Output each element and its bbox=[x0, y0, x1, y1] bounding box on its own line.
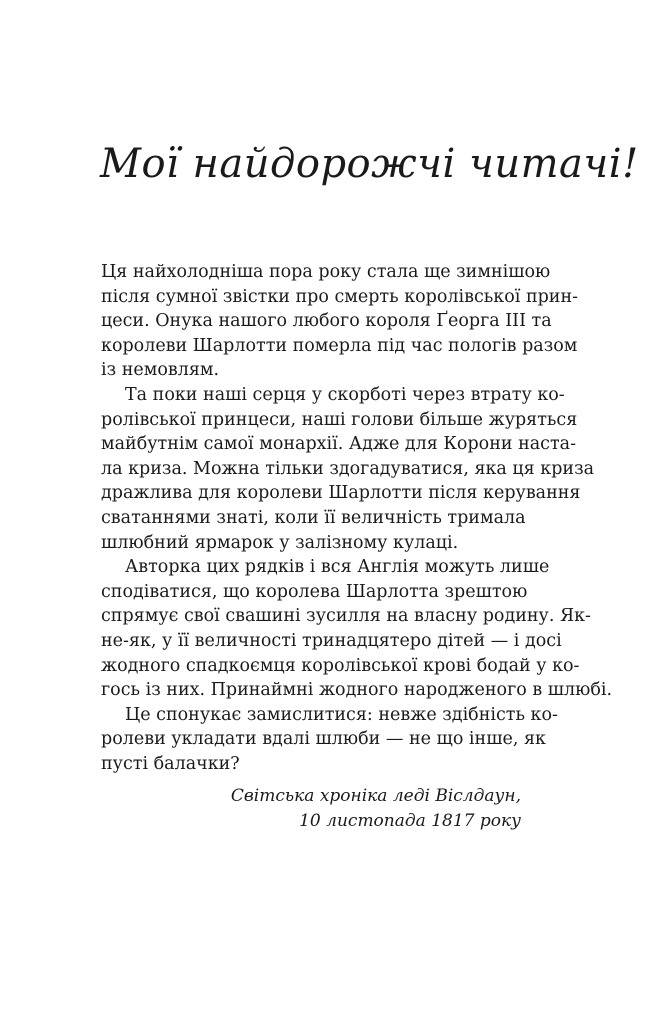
signature-date: 10 листопада 1817 року bbox=[299, 811, 521, 831]
signature bbox=[101, 784, 521, 834]
page-heading: Мої найдорожчі читачі! bbox=[100, 141, 639, 187]
text-line: Авторка цих рядків і вся Англія можуть лише bbox=[125, 557, 550, 578]
text-line: Ця найхолодніша пора року стала ще зимнішою bbox=[101, 262, 551, 282]
text-line: після сумної звістки про смерть королівської прин- bbox=[101, 286, 579, 307]
text-line: Та поки наші серця у скорботі через втрату ко- bbox=[125, 384, 565, 405]
text-line: Це спонукає замислитися: невже здібність ко- bbox=[125, 704, 558, 725]
text-line: цеси. Онука нашого любого короля Ґеорга III та bbox=[101, 311, 552, 332]
text-line: сподіватися, що королева Шарлотта зрештою bbox=[101, 581, 528, 602]
text-line: сватаннями знаті, коли її величність тримала bbox=[101, 507, 526, 528]
text-line: спрямує свої свашині зусилля на власну родину. Як- bbox=[101, 606, 591, 627]
text-line: гось із них. Принаймні жодного народженого в шлюбі. bbox=[101, 680, 613, 701]
text-line: шлюбний ярмарок у залізному кулаці. bbox=[101, 532, 459, 553]
text-line: майбутнім самої монархії. Адже для Корони наста- bbox=[101, 434, 577, 455]
body-text bbox=[101, 260, 613, 776]
text-line: ла криза. Можна тільки здогадуватися, яка ця криза bbox=[101, 458, 595, 479]
text-line: жодного спадкоємця королівської крові бодай у ко- bbox=[101, 655, 580, 676]
text-line: королеви Шарлотти померла під час пологів разом bbox=[101, 335, 578, 356]
text-line: із немовлям. bbox=[101, 360, 220, 381]
text-line: дражлива для королеви Шарлотти після керування bbox=[101, 483, 581, 504]
text-line: ролівської принцеси, наші голови більше журяться bbox=[101, 409, 578, 430]
text-line: ролеви укладати вдалі шлюби — не що інше, як bbox=[101, 729, 546, 750]
text-line: пусті балачки? bbox=[101, 753, 240, 774]
signature-source: Світська хроніка леді Віслдаун, bbox=[230, 786, 521, 806]
text-line: не-як, у її величності тринадцятеро дітей — і досі bbox=[101, 630, 562, 651]
